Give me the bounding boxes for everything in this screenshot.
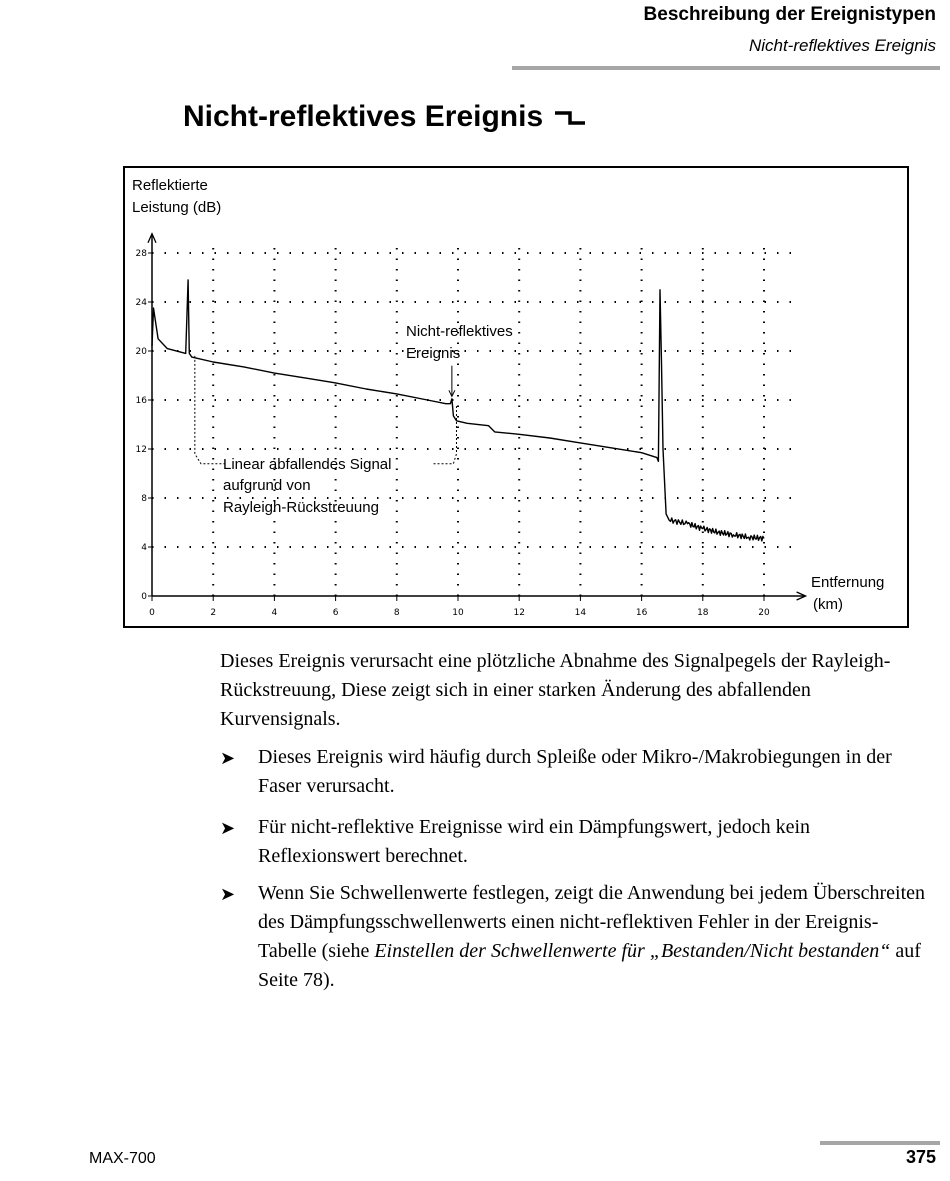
x-tick-label: 14: [574, 608, 587, 618]
header-rule: [512, 66, 940, 70]
bullet-text-3-end: auf Seite 78).: [258, 940, 921, 991]
chart-grid: [152, 241, 795, 596]
bullet-item-2: [220, 813, 932, 871]
header-title: Beschreibung der Ereignistypen: [643, 4, 936, 25]
chart-axes: [148, 234, 806, 600]
page-number: 375: [905, 1147, 936, 1167]
annotation-slope-line3: Rayleigh-Rückstreuung: [223, 499, 379, 516]
y-tick-label: 28: [135, 249, 147, 259]
x-tick-label: 16: [635, 608, 648, 618]
slope-leader-line-left: [195, 356, 226, 464]
footer-product-name: MAX-700: [89, 1150, 156, 1167]
section-title-text: Nicht-reflektives Ereignis: [183, 100, 544, 133]
y-tick-label: 16: [135, 396, 147, 406]
chart-annotations: [195, 356, 457, 464]
y-tick-label: 8: [141, 494, 147, 504]
bullet-text-3-start: Wenn Sie Schwellenwerte festlegen, zeigt die Anwendung bei jedem Überschreiten des Dämpfungsschwellenwerts einen nicht-reflektiven Fehler in der Ereignis-Tabelle (siehe: [258, 882, 926, 962]
cross-reference-link[interactable]: Einstellen der Schwellenwerte für „Bestanden/Nicht bestanden“: [374, 940, 891, 962]
bullet-arrow-icon: ➤: [220, 748, 236, 769]
bullet-item-3: [220, 879, 932, 995]
y-axis-label-line1: Reflektierte: [132, 177, 208, 194]
x-tick-label: 6: [332, 608, 339, 618]
bullet-arrow-icon: ➤: [220, 884, 236, 905]
non-reflective-event-icon: [553, 109, 587, 127]
bullet-text-2: Für nicht-reflektive Ereignisse wird ein Dämpfungswert, jedoch kein Reflexionswert berechnet.: [258, 816, 811, 867]
x-tick-label: 10: [452, 608, 464, 618]
header-subtitle: Nicht-reflektives Ereignis: [748, 36, 936, 55]
chart-svg: [125, 168, 907, 626]
annotation-event-line2: Ereignis: [406, 345, 461, 362]
y-tick-label: 20: [135, 347, 147, 357]
bullet-text-3: [258, 879, 932, 995]
bullet-text-1: Dieses Ereignis wird häufig durch Spleiße oder Mikro-/Makrobiegungen in der Faser verursacht.: [258, 746, 892, 797]
y-tick-label: 0: [141, 592, 147, 602]
y-tick-label: 4: [141, 543, 147, 553]
bullet-arrow-icon: ➤: [220, 818, 236, 839]
annotation-slope-line2: aufgrund von: [223, 477, 311, 494]
x-tick-label: 8: [393, 608, 400, 618]
y-axis-label-line2: Leistung (dB): [132, 199, 222, 216]
x-axis-label-line2: (km): [813, 596, 843, 613]
description-paragraph: Dieses Ereignis verursacht eine plötzliche Abnahme des Signalpegels der Rayleigh-Rückstreuung, Diese zeigt sich in einer starken Änderung des abfallenden Kurvensignals.: [220, 650, 891, 730]
x-tick-label: 18: [697, 608, 709, 618]
x-tick-label: 2: [210, 608, 217, 618]
annotation-event-line1: Nicht-reflektives: [406, 323, 513, 340]
y-tick-label: 24: [135, 298, 147, 308]
x-tick-label: 0: [149, 608, 155, 618]
x-tick-label: 20: [758, 608, 770, 618]
otdr-chart: [123, 166, 909, 628]
x-axis-label-line1: Entfernung: [811, 574, 885, 591]
x-tick-label: 12: [513, 608, 525, 618]
annotation-slope-line1: Linear abfallendes Signal: [223, 456, 392, 473]
y-tick-label: 12: [135, 445, 147, 455]
footer-rule: [820, 1141, 940, 1145]
x-tick-label: 4: [271, 608, 278, 618]
chart-ticks: [136, 249, 770, 618]
bullet-item-1: [220, 743, 932, 801]
section-title: [183, 100, 587, 134]
